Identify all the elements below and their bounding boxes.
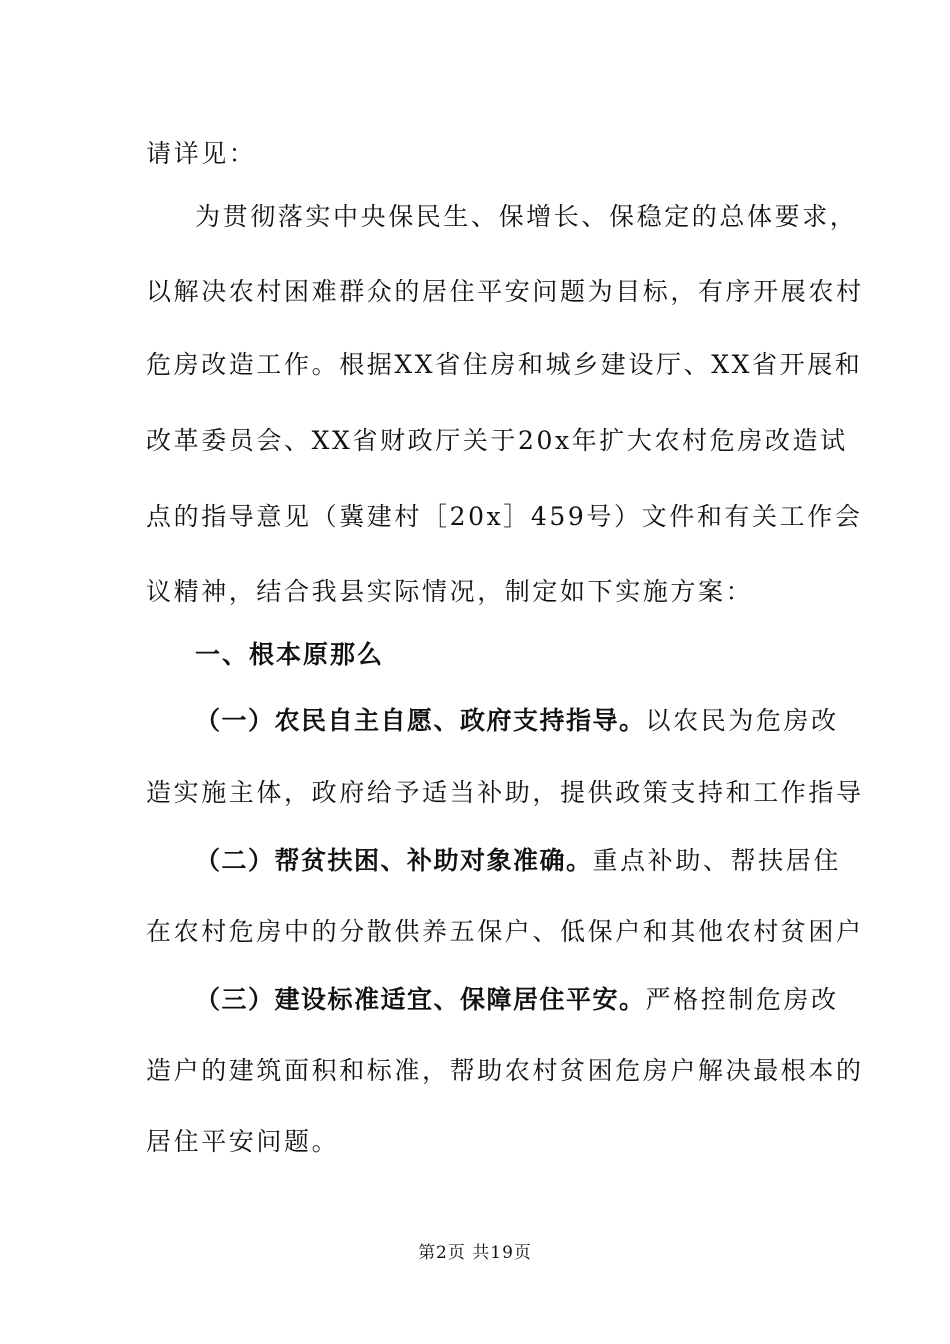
paragraph-line: 点的指导意见（冀建村［20x］459号）文件和有关工作会 — [146, 502, 863, 531]
paragraph-line: 为贯彻落实中央保民生、保增长、保稳定的总体要求， — [195, 202, 858, 231]
paragraph-line: 在农村危房中的分散供养五保户、低保户和其他农村贫困户 — [146, 917, 864, 946]
section-heading: 一、根本原那么 — [195, 640, 385, 669]
subsection-text: 以农民为危房改 — [645, 706, 839, 735]
subsection-line — [195, 703, 839, 739]
paragraph-line: 造实施主体，政府给予适当补助，提供政策支持和工作指导 — [146, 778, 864, 807]
subsection-title: （二）帮贫扶困、补助对象准确。 — [195, 846, 593, 875]
page-number-footer: 第2页 共19页 — [418, 1243, 532, 1263]
paragraph-line: 改革委员会、XX省财政厅关于20x年扩大农村危房改造试 — [146, 426, 848, 455]
subsection-line — [195, 982, 839, 1018]
subsection-line — [195, 843, 841, 879]
paragraph-line: 议精神，结合我县实际情况，制定如下实施方案： — [146, 577, 754, 606]
paragraph-line: 造户的建筑面积和标准，帮助农村贫困危房户解决最根本的 — [146, 1056, 864, 1085]
subsection-title: （三）建设标准适宜、保障居住平安。 — [195, 985, 646, 1014]
paragraph-line: 居住平安问题。 — [146, 1127, 340, 1156]
subsection-text: 重点补助、帮扶居住 — [592, 846, 841, 875]
paragraph-line: 以解决农村困难群众的居住平安问题为目标，有序开展农村 — [146, 277, 864, 306]
subsection-title: （一）农民自主自愿、政府支持指导。 — [195, 706, 646, 735]
paragraph-line: 请详见： — [146, 139, 257, 168]
subsection-text: 严格控制危房改 — [645, 985, 839, 1014]
paragraph-line: 危房改造工作。根据XX省住房和城乡建设厅、XX省开展和 — [146, 350, 863, 379]
